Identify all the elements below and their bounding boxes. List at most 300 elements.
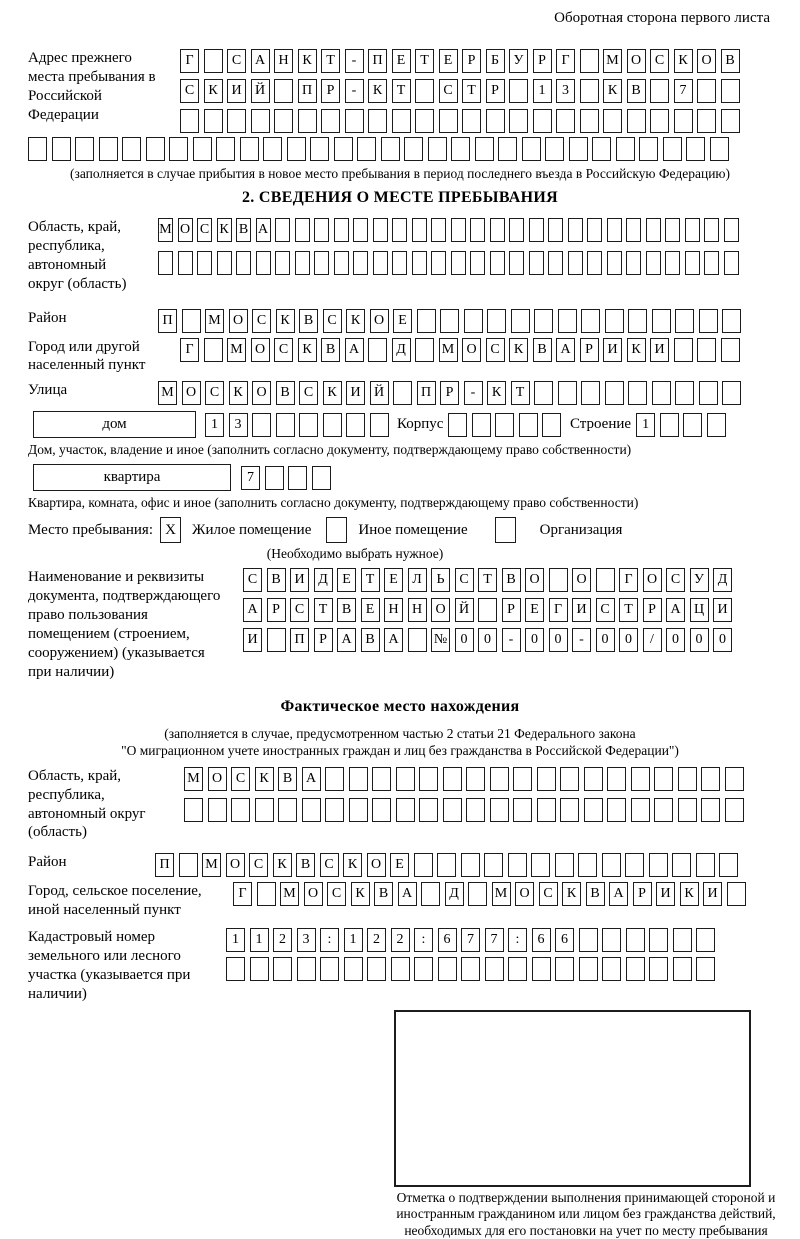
char-box[interactable] (722, 381, 741, 405)
char-box[interactable] (673, 957, 692, 981)
char-box[interactable]: О (252, 381, 271, 405)
char-box[interactable] (719, 853, 738, 877)
char-box[interactable]: Г (556, 49, 575, 73)
char-box[interactable]: / (643, 628, 662, 652)
char-box[interactable] (685, 251, 700, 275)
char-box[interactable]: М (227, 338, 246, 362)
char-box[interactable] (678, 798, 697, 822)
char-box[interactable]: - (502, 628, 521, 652)
char-box[interactable] (696, 853, 715, 877)
char-box[interactable] (372, 798, 391, 822)
char-box[interactable]: 7 (485, 928, 504, 952)
char-box[interactable] (334, 218, 349, 242)
char-box[interactable] (461, 957, 480, 981)
char-box[interactable]: Р (580, 338, 599, 362)
char-box[interactable]: В (299, 309, 318, 333)
char-box[interactable]: П (417, 381, 436, 405)
char-box[interactable]: И (243, 628, 262, 652)
char-box[interactable] (204, 109, 223, 133)
char-box[interactable] (686, 137, 705, 161)
char-box[interactable] (721, 79, 740, 103)
char-box[interactable]: К (343, 853, 362, 877)
char-box[interactable] (440, 309, 459, 333)
char-box[interactable]: С (227, 49, 246, 73)
char-box[interactable]: О (431, 598, 450, 622)
char-box[interactable] (587, 251, 602, 275)
char-box[interactable] (650, 79, 669, 103)
char-box[interactable]: В (586, 882, 605, 906)
char-box[interactable]: П (298, 79, 317, 103)
char-box[interactable]: Е (393, 309, 412, 333)
char-box[interactable]: С (231, 767, 250, 791)
char-box[interactable]: О (304, 882, 323, 906)
char-box[interactable] (560, 798, 579, 822)
char-box[interactable] (580, 79, 599, 103)
char-box[interactable]: О (515, 882, 534, 906)
char-box[interactable] (556, 109, 575, 133)
char-box[interactable] (628, 381, 647, 405)
char-box[interactable] (470, 218, 485, 242)
char-box[interactable] (509, 251, 524, 275)
char-box[interactable] (314, 218, 329, 242)
char-box[interactable] (415, 109, 434, 133)
char-box[interactable] (626, 218, 641, 242)
char-box[interactable]: С (323, 309, 342, 333)
char-box[interactable] (704, 251, 719, 275)
char-box[interactable] (320, 957, 339, 981)
char-box[interactable] (607, 218, 622, 242)
char-box[interactable]: 6 (532, 928, 551, 952)
char-box[interactable]: Т (415, 49, 434, 73)
char-box[interactable]: 3 (297, 928, 316, 952)
char-box[interactable] (513, 798, 532, 822)
char-box[interactable]: К (217, 218, 232, 242)
char-box[interactable]: А (243, 598, 262, 622)
char-box[interactable] (626, 957, 645, 981)
char-box[interactable]: № (431, 628, 450, 652)
char-box[interactable] (468, 882, 487, 906)
char-box[interactable]: Е (439, 49, 458, 73)
char-box[interactable] (607, 251, 622, 275)
char-box[interactable] (542, 413, 561, 437)
char-box[interactable]: П (290, 628, 309, 652)
checkbox-zhiloe[interactable]: X (160, 517, 181, 543)
char-box[interactable] (673, 928, 692, 952)
char-box[interactable] (522, 137, 541, 161)
char-box[interactable]: П (155, 853, 174, 877)
char-box[interactable]: Г (180, 338, 199, 362)
char-box[interactable]: Ь (431, 568, 450, 592)
char-box[interactable]: - (345, 49, 364, 73)
char-box[interactable] (372, 767, 391, 791)
char-box[interactable]: А (398, 882, 417, 906)
char-box[interactable]: М (280, 882, 299, 906)
char-box[interactable] (217, 251, 232, 275)
char-box[interactable]: О (178, 218, 193, 242)
char-box[interactable] (596, 568, 615, 592)
char-box[interactable] (75, 137, 94, 161)
char-box[interactable]: К (298, 338, 317, 362)
char-box[interactable] (581, 309, 600, 333)
char-box[interactable] (490, 251, 505, 275)
char-box[interactable] (569, 137, 588, 161)
char-box[interactable] (631, 798, 650, 822)
char-box[interactable]: Д (392, 338, 411, 362)
char-box[interactable] (529, 251, 544, 275)
char-box[interactable]: В (278, 767, 297, 791)
char-box[interactable] (663, 137, 682, 161)
checkbox-inoe[interactable] (326, 517, 347, 543)
char-box[interactable] (487, 309, 506, 333)
char-box[interactable] (470, 251, 485, 275)
char-box[interactable] (697, 338, 716, 362)
char-box[interactable] (625, 853, 644, 877)
char-box[interactable]: С (252, 309, 271, 333)
char-box[interactable]: И (227, 79, 246, 103)
char-box[interactable]: С (243, 568, 262, 592)
char-box[interactable] (368, 338, 387, 362)
char-box[interactable]: Р (440, 381, 459, 405)
char-box[interactable] (584, 798, 603, 822)
char-box[interactable]: В (502, 568, 521, 592)
char-box[interactable]: О (208, 767, 227, 791)
char-box[interactable] (725, 798, 744, 822)
char-box[interactable] (250, 957, 269, 981)
char-box[interactable]: - (464, 381, 483, 405)
char-box[interactable] (533, 109, 552, 133)
char-box[interactable] (204, 49, 223, 73)
char-box[interactable]: А (384, 628, 403, 652)
char-box[interactable]: П (368, 49, 387, 73)
char-box[interactable]: Г (549, 598, 568, 622)
char-box[interactable] (665, 218, 680, 242)
char-box[interactable] (231, 798, 250, 822)
char-box[interactable]: К (562, 882, 581, 906)
char-box[interactable]: К (298, 49, 317, 73)
char-box[interactable] (428, 137, 447, 161)
char-box[interactable]: В (361, 628, 380, 652)
char-box[interactable] (472, 413, 491, 437)
char-box[interactable]: 0 (713, 628, 732, 652)
char-box[interactable] (421, 882, 440, 906)
char-box[interactable] (672, 853, 691, 877)
char-box[interactable] (431, 251, 446, 275)
char-box[interactable] (419, 767, 438, 791)
char-box[interactable] (654, 798, 673, 822)
char-box[interactable]: Т (392, 79, 411, 103)
char-box[interactable] (626, 251, 641, 275)
char-box[interactable] (349, 767, 368, 791)
char-box[interactable]: И (713, 598, 732, 622)
char-box[interactable]: О (525, 568, 544, 592)
char-box[interactable] (370, 413, 389, 437)
char-box[interactable] (321, 109, 340, 133)
char-box[interactable] (545, 137, 564, 161)
char-box[interactable] (578, 853, 597, 877)
char-box[interactable] (263, 137, 282, 161)
char-box[interactable] (602, 957, 621, 981)
char-box[interactable] (592, 137, 611, 161)
char-box[interactable]: 7 (461, 928, 480, 952)
char-box[interactable]: О (229, 309, 248, 333)
char-box[interactable] (368, 109, 387, 133)
char-box[interactable]: С (486, 338, 505, 362)
char-box[interactable]: И (656, 882, 675, 906)
char-box[interactable] (353, 218, 368, 242)
char-box[interactable] (722, 309, 741, 333)
char-box[interactable] (558, 309, 577, 333)
char-box[interactable]: Р (633, 882, 652, 906)
char-box[interactable]: 1 (205, 413, 224, 437)
char-box[interactable]: М (492, 882, 511, 906)
char-box[interactable] (602, 928, 621, 952)
char-box[interactable] (438, 957, 457, 981)
char-box[interactable] (396, 767, 415, 791)
char-box[interactable]: С (299, 381, 318, 405)
char-box[interactable] (675, 309, 694, 333)
char-box[interactable] (584, 767, 603, 791)
char-box[interactable] (683, 413, 702, 437)
char-box[interactable] (605, 309, 624, 333)
char-box[interactable] (699, 309, 718, 333)
char-box[interactable] (344, 957, 363, 981)
char-box[interactable] (52, 137, 71, 161)
char-box[interactable]: К (204, 79, 223, 103)
char-box[interactable]: С (274, 338, 293, 362)
char-box[interactable]: Г (619, 568, 638, 592)
char-box[interactable]: Г (180, 49, 199, 73)
char-box[interactable]: Д (445, 882, 464, 906)
char-box[interactable]: С (327, 882, 346, 906)
char-box[interactable] (227, 109, 246, 133)
char-box[interactable]: О (697, 49, 716, 73)
char-box[interactable] (710, 137, 729, 161)
char-box[interactable] (276, 413, 295, 437)
char-box[interactable] (437, 853, 456, 877)
char-box[interactable] (169, 137, 188, 161)
char-box[interactable]: 1 (344, 928, 363, 952)
char-box[interactable] (325, 767, 344, 791)
char-box[interactable]: Е (337, 568, 356, 592)
char-box[interactable]: В (321, 338, 340, 362)
char-box[interactable]: Т (314, 598, 333, 622)
char-box[interactable] (415, 338, 434, 362)
char-box[interactable] (391, 957, 410, 981)
char-box[interactable] (707, 413, 726, 437)
char-box[interactable]: К (487, 381, 506, 405)
char-box[interactable] (278, 798, 297, 822)
char-box[interactable] (408, 628, 427, 652)
char-box[interactable]: 6 (555, 928, 574, 952)
char-box[interactable] (699, 381, 718, 405)
char-box[interactable]: В (721, 49, 740, 73)
char-box[interactable]: - (345, 79, 364, 103)
char-box[interactable] (256, 251, 271, 275)
char-box[interactable]: 0 (690, 628, 709, 652)
char-box[interactable]: К (674, 49, 693, 73)
char-box[interactable]: Н (408, 598, 427, 622)
char-box[interactable]: К (627, 338, 646, 362)
char-box[interactable] (579, 928, 598, 952)
char-box[interactable] (415, 79, 434, 103)
char-box[interactable] (451, 137, 470, 161)
char-box[interactable] (654, 767, 673, 791)
char-box[interactable] (404, 137, 423, 161)
char-box[interactable] (158, 251, 173, 275)
char-box[interactable] (495, 413, 514, 437)
char-box[interactable] (555, 853, 574, 877)
char-box[interactable]: С (197, 218, 212, 242)
char-box[interactable] (475, 137, 494, 161)
char-box[interactable] (509, 79, 528, 103)
char-box[interactable] (216, 137, 235, 161)
char-box[interactable] (696, 928, 715, 952)
char-box[interactable] (357, 137, 376, 161)
checkbox-organizatsiya[interactable] (495, 517, 516, 543)
char-box[interactable] (299, 413, 318, 437)
char-box[interactable]: С (180, 79, 199, 103)
char-box[interactable] (639, 137, 658, 161)
char-box[interactable] (490, 767, 509, 791)
char-box[interactable] (697, 109, 716, 133)
char-box[interactable] (548, 251, 563, 275)
char-box[interactable]: К (603, 79, 622, 103)
char-box[interactable] (549, 568, 568, 592)
char-box[interactable] (531, 853, 550, 877)
char-box[interactable] (513, 767, 532, 791)
char-box[interactable] (451, 251, 466, 275)
char-box[interactable]: Й (370, 381, 389, 405)
char-box[interactable]: П (158, 309, 177, 333)
char-box[interactable]: С (539, 882, 558, 906)
char-box[interactable] (255, 798, 274, 822)
char-box[interactable]: 2 (391, 928, 410, 952)
char-box[interactable] (466, 798, 485, 822)
char-box[interactable] (298, 109, 317, 133)
char-box[interactable] (439, 109, 458, 133)
char-box[interactable]: Р (267, 598, 286, 622)
char-box[interactable] (721, 109, 740, 133)
char-box[interactable] (631, 767, 650, 791)
char-box[interactable] (548, 218, 563, 242)
char-box[interactable] (208, 798, 227, 822)
char-box[interactable] (678, 767, 697, 791)
char-box[interactable] (396, 798, 415, 822)
char-box[interactable]: С (439, 79, 458, 103)
char-box[interactable] (674, 109, 693, 133)
char-box[interactable] (373, 251, 388, 275)
char-box[interactable]: И (290, 568, 309, 592)
char-box[interactable] (367, 957, 386, 981)
char-box[interactable] (204, 338, 223, 362)
char-box[interactable] (393, 381, 412, 405)
char-box[interactable] (626, 928, 645, 952)
char-box[interactable] (334, 137, 353, 161)
char-box[interactable]: А (251, 49, 270, 73)
char-box[interactable]: Л (408, 568, 427, 592)
char-box[interactable]: 0 (596, 628, 615, 652)
char-box[interactable] (509, 218, 524, 242)
char-box[interactable] (616, 137, 635, 161)
char-box[interactable] (529, 218, 544, 242)
char-box[interactable] (251, 109, 270, 133)
char-box[interactable] (555, 957, 574, 981)
char-box[interactable] (122, 137, 141, 161)
char-box[interactable] (534, 309, 553, 333)
char-box[interactable] (287, 137, 306, 161)
char-box[interactable]: Т (511, 381, 530, 405)
char-box[interactable] (665, 251, 680, 275)
char-box[interactable]: О (367, 853, 386, 877)
char-box[interactable]: С (650, 49, 669, 73)
char-box[interactable] (346, 413, 365, 437)
char-box[interactable]: 0 (549, 628, 568, 652)
char-box[interactable] (696, 957, 715, 981)
char-box[interactable] (353, 251, 368, 275)
char-box[interactable]: Р (533, 49, 552, 73)
char-box[interactable] (184, 798, 203, 822)
char-box[interactable]: В (627, 79, 646, 103)
char-box[interactable]: А (556, 338, 575, 362)
char-box[interactable] (490, 798, 509, 822)
char-box[interactable]: М (158, 381, 177, 405)
char-box[interactable] (627, 109, 646, 133)
char-box[interactable]: А (345, 338, 364, 362)
char-box[interactable]: - (572, 628, 591, 652)
char-box[interactable] (602, 853, 621, 877)
char-box[interactable]: 0 (478, 628, 497, 652)
char-box[interactable]: И (572, 598, 591, 622)
char-box[interactable] (508, 853, 527, 877)
char-box[interactable] (178, 251, 193, 275)
char-box[interactable]: В (374, 882, 393, 906)
char-box[interactable] (414, 853, 433, 877)
char-box[interactable] (537, 798, 556, 822)
char-box[interactable]: К (255, 767, 274, 791)
char-box[interactable] (274, 109, 293, 133)
char-box[interactable]: О (462, 338, 481, 362)
char-box[interactable]: Г (233, 882, 252, 906)
char-box[interactable]: 7 (241, 466, 260, 490)
char-box[interactable] (417, 309, 436, 333)
char-box[interactable] (236, 251, 251, 275)
char-box[interactable]: И (603, 338, 622, 362)
char-box[interactable]: Р (314, 628, 333, 652)
char-box[interactable]: И (703, 882, 722, 906)
char-box[interactable] (180, 109, 199, 133)
char-box[interactable]: 1 (226, 928, 245, 952)
char-box[interactable] (412, 218, 427, 242)
char-box[interactable] (314, 251, 329, 275)
char-box[interactable]: Ц (690, 598, 709, 622)
char-box[interactable] (226, 957, 245, 981)
char-box[interactable] (628, 309, 647, 333)
char-box[interactable]: В (533, 338, 552, 362)
char-box[interactable]: М (184, 767, 203, 791)
char-box[interactable]: 6 (438, 928, 457, 952)
char-box[interactable]: 0 (619, 628, 638, 652)
char-box[interactable] (532, 957, 551, 981)
char-box[interactable] (607, 798, 626, 822)
char-box[interactable]: К (346, 309, 365, 333)
char-box[interactable]: 2 (273, 928, 292, 952)
char-box[interactable] (558, 381, 577, 405)
char-box[interactable] (675, 381, 694, 405)
char-box[interactable] (652, 309, 671, 333)
char-box[interactable] (727, 882, 746, 906)
char-box[interactable] (484, 853, 503, 877)
char-box[interactable]: Б (486, 49, 505, 73)
